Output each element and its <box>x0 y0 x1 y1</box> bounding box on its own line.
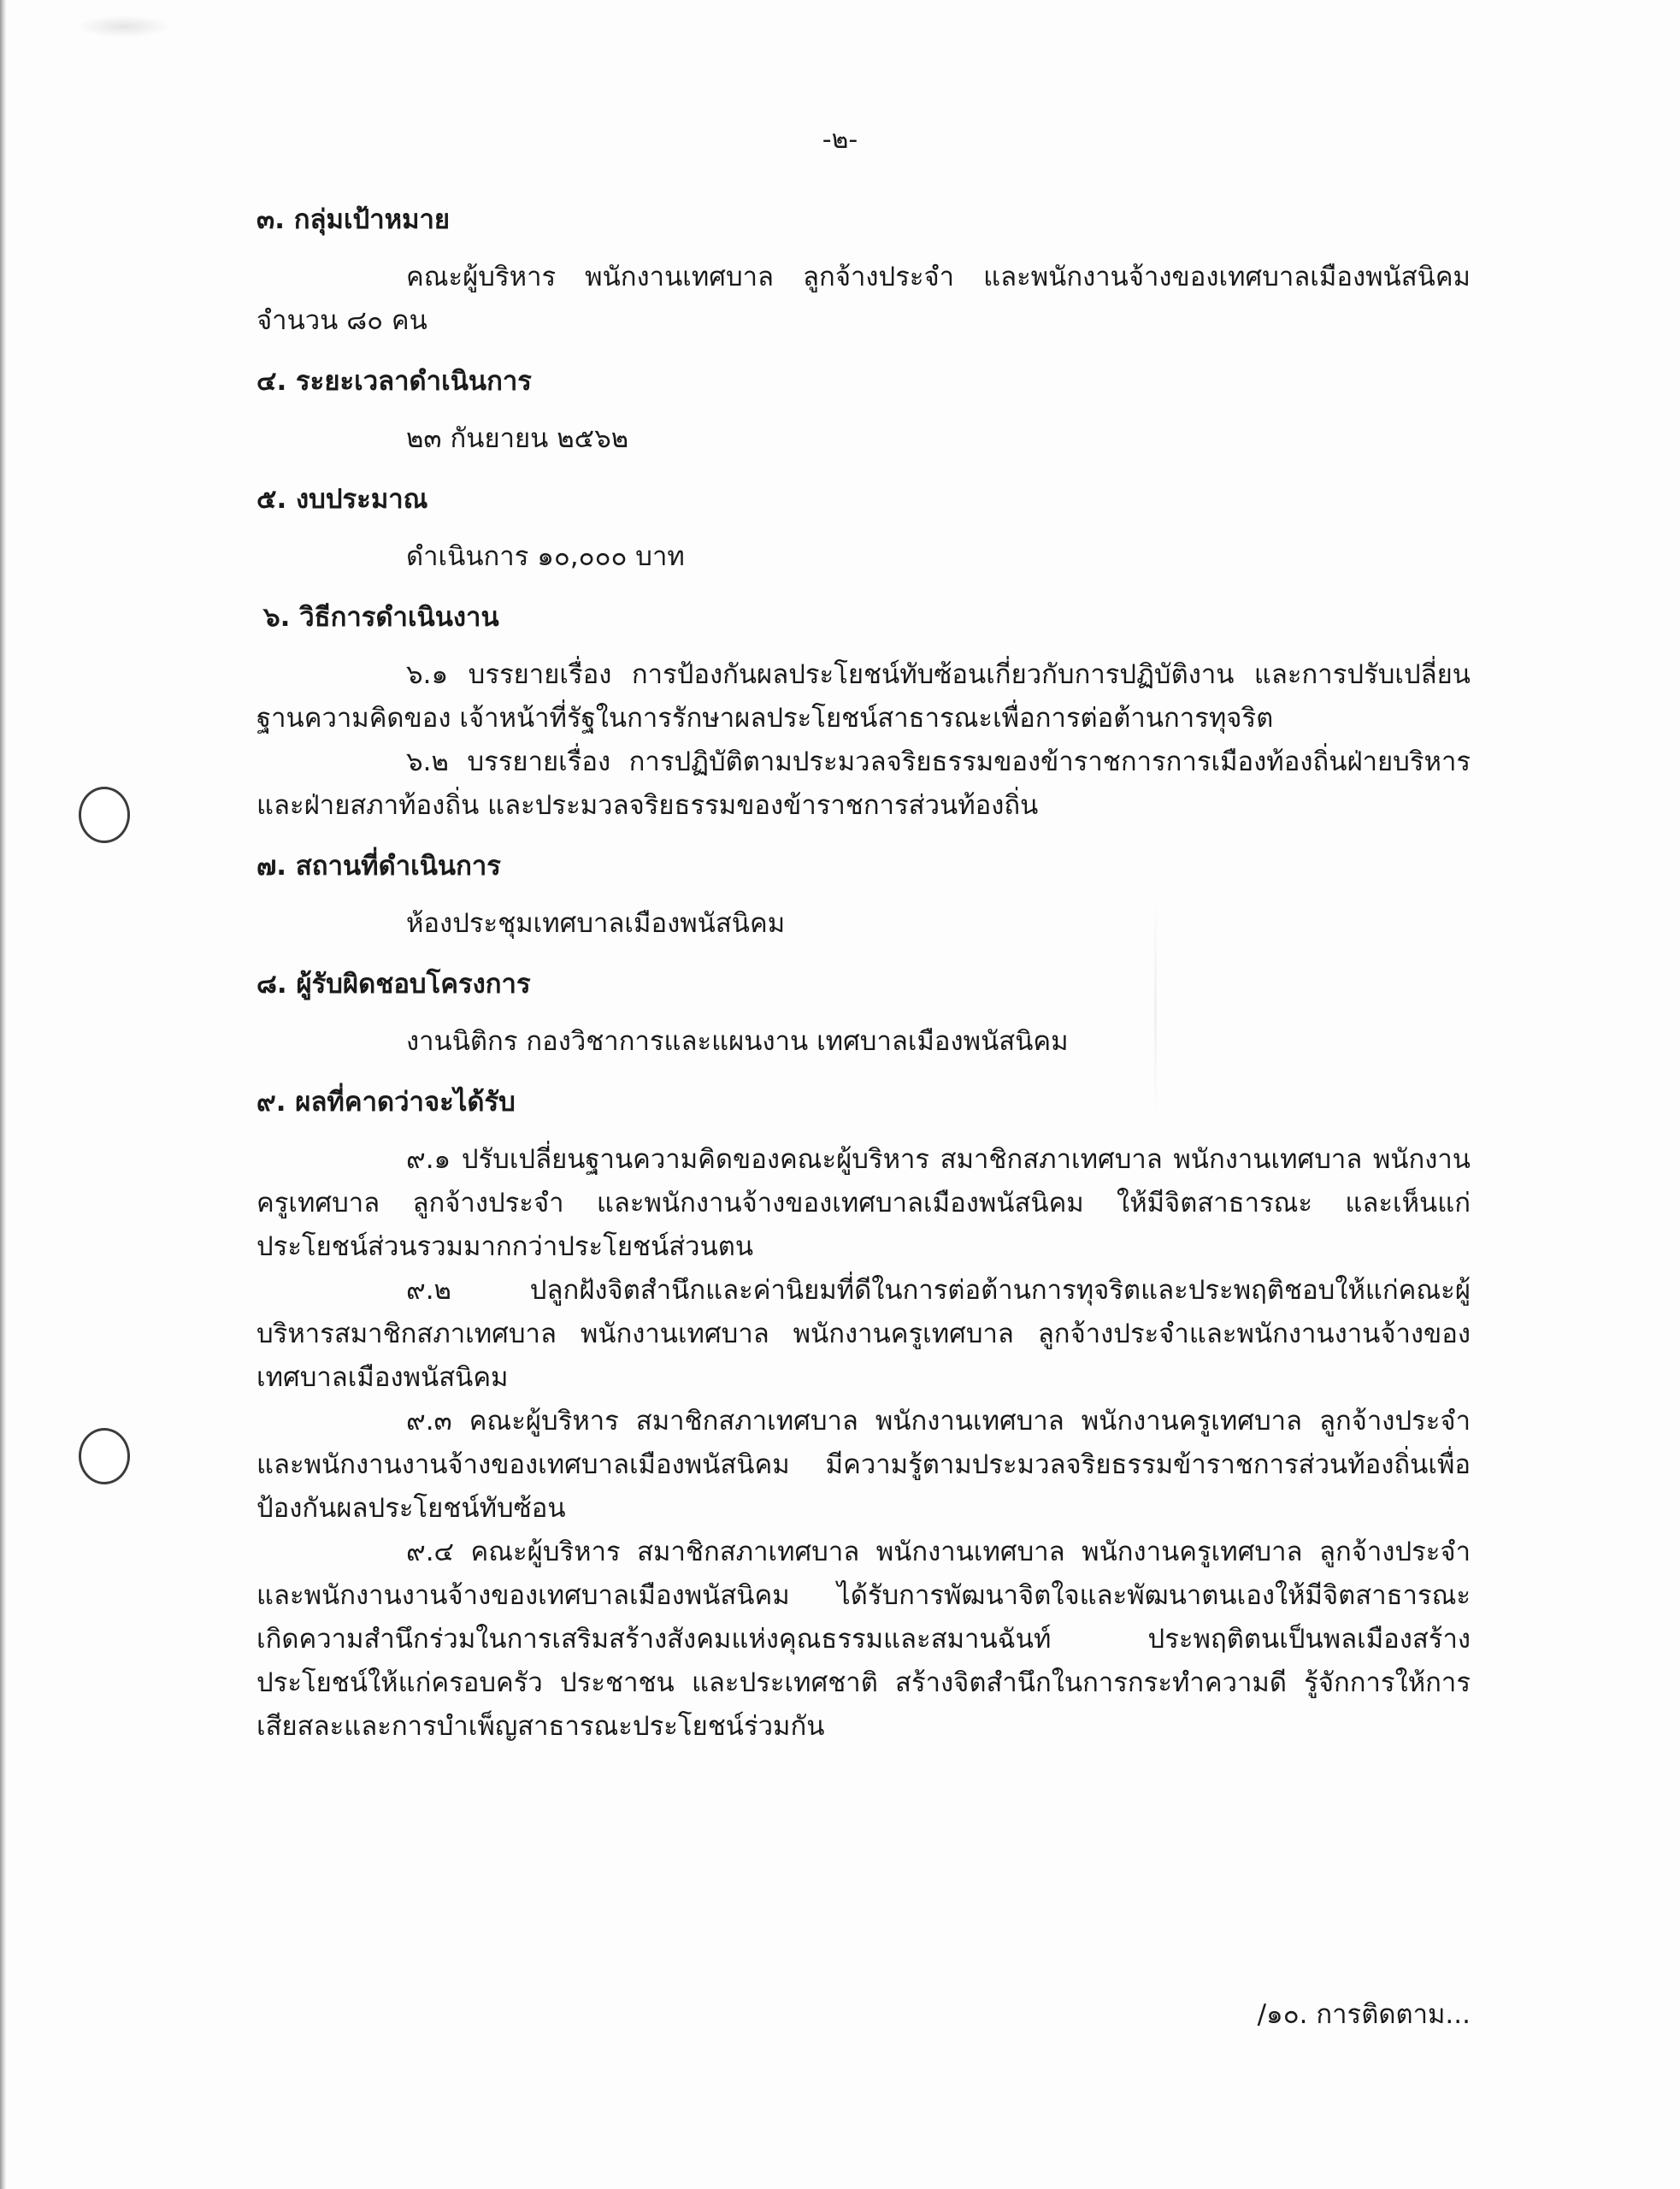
section-heading-venue: ๗. สถานที่ดำเนินการ <box>256 851 501 882</box>
section-body-responsible: งานนิติกร กองวิชาการและแผนงาน เทศบาลเมืองพนัสนิคม <box>406 1026 1069 1057</box>
section-body-budget: ดำเนินการ ๑๐,๐๐๐ บาท <box>406 541 685 572</box>
method-item: ๖.๑ บรรยายเรื่อง การป้องกันผลประโยชน์ทับซ้อนเกี่ยวกับการปฏิบัติงาน และการปรับเปลี่ยนฐานความคิดของ เจ้าหน้าที่รัฐในการรักษาผลประโยชน์สาธารณะเพื่อการต่อต้านการทุจริต <box>256 659 1471 734</box>
page-number: -๒- <box>822 125 858 155</box>
punch-hole-top <box>79 787 130 843</box>
expected-result-item: ๙.๒ ปลูกฝังจิตสำนึกและค่านิยมที่ดีในการต่อต้านการทุจริตและประพฤติชอบให้แก่คณะผู้บริหารสมาชิกสภาเทศบาล พนักงานเทศบาล พนักงานครูเทศบาล ลูกจ้างประจำและพนักงานงานจ้างของเทศบาลเมืองพนัสนิคม <box>256 1275 1471 1393</box>
expected-result-item: ๙.๔ คณะผู้บริหาร สมาชิกสภาเทศบาล พนักงานเทศบาล พนักงานครูเทศบาล ลูกจ้างประจำและพนักงานงานจ้างของเทศบาลเมืองพนัสนิคม ได้รับการพัฒนาจิตใจและพัฒนาตนเองให้มีจิตสาธารณะเกิดความสำนึกร่วมในการเสริมสร้างสังคมแห่งคุณธรรมและสมานฉันท์ ประพฤติตนเป็นพลเมืองสร้างประโยชน์ให้แก่ครอบครัว ประชาชน และประเทศชาติ สร้างจิตสำนึกในการกระทำความดี รู้จักการให้การเสียสละและการบำเพ็ญสาธารณะประโยชน์ร่วมกัน <box>256 1537 1471 1742</box>
method-item: ๖.๒ บรรยายเรื่อง การปฏิบัติตามประมวลจริยธรรมของข้าราชการการเมืองท้องถิ่นฝ่ายบริหารและฝ่ายสภาท้องถิ่น และประมวลจริยธรรมของข้าราชการส่วนท้องถิ่น <box>256 746 1471 821</box>
scan-smudge <box>77 15 171 38</box>
section-body-duration: ๒๓ กันยายน ๒๕๖๒ <box>406 423 629 454</box>
section-heading-duration: ๔. ระยะเวลาดำเนินการ <box>256 366 532 397</box>
section-heading-target-group: ๓. กลุ่มเป้าหมาย <box>256 204 451 235</box>
section-heading-method: ๖. วิธีการดำเนินงาน <box>263 602 499 633</box>
section-body-venue: ห้องประชุมเทศบาลเมืองพนัสนิคม <box>406 908 786 939</box>
punch-hole-bottom <box>79 1428 130 1484</box>
document-body <box>256 198 1471 1749</box>
section-heading-responsible: ๘. ผู้รับผิดชอบโครงการ <box>256 969 531 1000</box>
expected-result-item: ๙.๑ ปรับเปลี่ยนฐานความคิดของคณะผู้บริหาร สมาชิกสภาเทศบาล พนักงานเทศบาล พนักงานครูเทศบาล ลูกจ้างประจำ และพนักงานจ้างของเทศบาลเมืองพนัสนิคม ให้มีจิตสาธารณะ และเห็นแก่ประโยชน์ส่วนรวมมากกว่าประโยชน์ส่วนตน <box>256 1144 1471 1262</box>
section-body-target-group: คณะผู้บริหาร พนักงานเทศบาล ลูกจ้างประจำ และพนักงานจ้างของเทศบาลเมืองพนัสนิคม จำนวน ๘๐ คน <box>256 262 1471 336</box>
section-heading-budget: ๕. งบประมาณ <box>256 484 428 515</box>
section-heading-expected-results: ๙. ผลที่คาดว่าจะได้รับ <box>256 1087 516 1118</box>
page-edge-shadow <box>0 0 6 2189</box>
expected-result-item: ๙.๓ คณะผู้บริหาร สมาชิกสภาเทศบาล พนักงานเทศบาล พนักงานครูเทศบาล ลูกจ้างประจำและพนักงานงานจ้างของเทศบาลเมืองพนัสนิคม มีความรู้ตามประมวลจริยธรรมข้าราชการส่วนท้องถิ่นเพื่อป้องกันผลประโยชน์ทับซ้อน <box>256 1406 1471 1524</box>
continuation-note: /๑๐. การติดตาม... <box>1257 1999 1471 2030</box>
